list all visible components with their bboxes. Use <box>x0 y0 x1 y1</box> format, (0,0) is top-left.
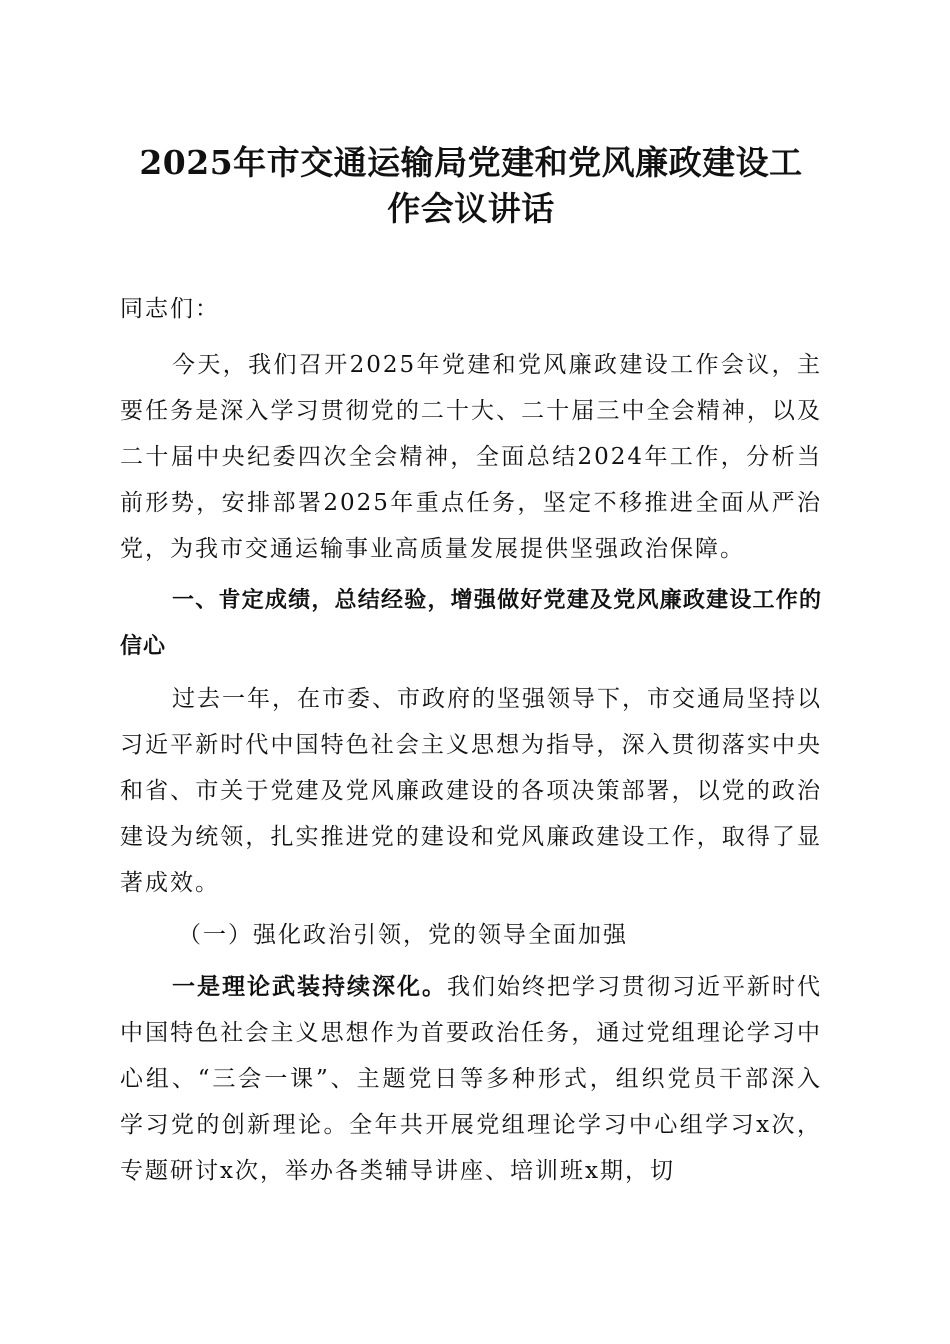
point-1-lead: 一是理论武装持续深化。 <box>172 973 447 1000</box>
salutation: 同志们： <box>120 296 220 322</box>
point-1-body: 我们始终把学习贯彻习近平新时代中国特色社会主义思想作为首要政治任务，通过党组理论学习中心组、“三会一课”、主题党日等多种形式，组织党员干部深入学习党的创新理论。全年共开展党组理论学习中心组学习x次，专题研讨x次，举办各类辅导讲座、培训班x期，切 <box>120 974 822 1184</box>
section-1-heading: 一、肯定成绩，总结经验，增强做好党建及党风廉政建设工作的信心 <box>120 588 822 659</box>
document-title <box>120 140 822 232</box>
title-line-1: 2025年市交通运输局党建和党风廉政建设工 <box>139 143 803 182</box>
intro-paragraph: 今天，我们召开2025年党建和党风廉政建设工作会议，主要任务是深入学习贯彻党的二十大、二十届三中全会精神，以及二十届中央纪委四次全会精神，全面总结2024年工作，分析当前形势，安排部署2025年重点任务，坚定不移推进全面从严治党，为我市交通运输事业高质量发展提供坚强政治保障。 <box>120 352 822 562</box>
title-line-2: 作会议讲话 <box>387 189 555 228</box>
subsection-1-heading: （一）强化政治引领，党的领导全面加强 <box>178 922 628 948</box>
point-1-paragraph <box>120 964 822 1194</box>
section-1-paragraph: 过去一年，在市委、市政府的坚强领导下，市交通局坚持以习近平新时代中国特色社会主义思想为指导，深入贯彻落实中央和省、市关于党建及党风廉政建设的各项决策部署，以党的政治建设为统领，扎实推进党的建设和党风廉政建设工作，取得了显著成效。 <box>120 686 822 896</box>
